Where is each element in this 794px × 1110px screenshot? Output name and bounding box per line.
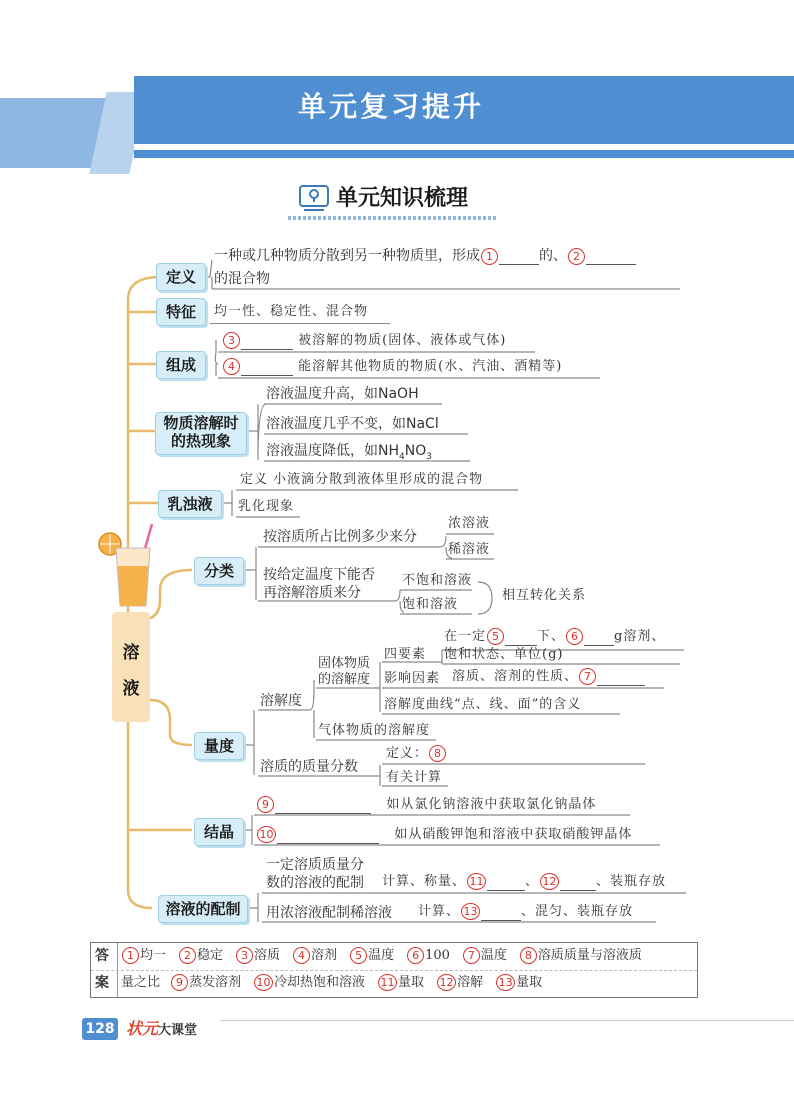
answer-number: 10 bbox=[254, 974, 273, 991]
blank-number: 1 bbox=[481, 248, 498, 265]
heat-row: 溶液温度升高，如NaOH bbox=[266, 386, 419, 402]
prepare-steps-2: 计算、 13 、混匀、装瓶存放 bbox=[418, 904, 634, 919]
node-definition: 定义 bbox=[156, 263, 206, 291]
factor-text: 溶质、溶剂的性质、 7 bbox=[452, 668, 645, 686]
node-composition: 组成 bbox=[156, 351, 206, 379]
answer-label: 案 bbox=[95, 975, 109, 991]
mass-fraction: 溶质的质量分数 bbox=[260, 759, 358, 775]
composition-solute: 3 被溶解的物质(固体、液体或气体) bbox=[222, 332, 506, 350]
unsaturated-solution: 不饱和溶液 bbox=[402, 573, 473, 588]
blank-number: 8 bbox=[429, 745, 446, 762]
classify-by-ratio: 按溶质所占比例多少来分 bbox=[263, 529, 417, 545]
emulsion-definition: 定义 小液滴分散到液体里形成的混合物 bbox=[240, 472, 484, 487]
answer-item bbox=[235, 948, 280, 963]
answer-text: 溶解 bbox=[457, 975, 484, 990]
answer-text: 量取 bbox=[398, 975, 425, 990]
node-preparation: 溶液的配制 bbox=[158, 895, 248, 923]
four-elements-bottom: 饱和状态、单位(g) bbox=[444, 647, 564, 662]
answer-item bbox=[406, 948, 450, 963]
answer-item bbox=[349, 948, 394, 963]
node-heat-phenomenon: 物质溶解时 的热现象 bbox=[155, 412, 247, 455]
answer-text: 100 bbox=[425, 948, 450, 963]
answer-number: 13 bbox=[496, 974, 515, 991]
answer-number: 11 bbox=[378, 974, 397, 991]
answer-text: 溶质 bbox=[254, 948, 281, 963]
node-crystallization: 结晶 bbox=[194, 818, 244, 846]
answer-number: 3 bbox=[236, 947, 253, 964]
root-label: 溶 bbox=[122, 643, 140, 663]
answer-item bbox=[170, 975, 241, 990]
answer-item bbox=[495, 975, 542, 990]
conversion-relation: 相互转化关系 bbox=[502, 588, 587, 603]
solid-solubility: 的溶解度 bbox=[318, 672, 371, 687]
answer-text: 均一 bbox=[140, 948, 167, 963]
blank-number: 2 bbox=[568, 248, 585, 265]
answer-text: 温度 bbox=[368, 948, 395, 963]
answer-number: 4 bbox=[293, 947, 310, 964]
page-title: 单元复习提升 bbox=[297, 90, 484, 123]
node-measure: 量度 bbox=[194, 732, 244, 760]
concentrated-solution: 浓溶液 bbox=[448, 516, 491, 531]
root-node bbox=[112, 612, 150, 722]
influencing-factors: 影响因素 bbox=[384, 671, 441, 686]
answer-item bbox=[253, 975, 365, 990]
heat-row: 溶液温度几乎不变，如NaCl bbox=[266, 416, 439, 432]
blank-number: 6 bbox=[566, 628, 583, 645]
answer-item bbox=[178, 948, 223, 963]
brand-logo: 状元大课堂 bbox=[126, 1019, 198, 1038]
crystal-method-1: 9 如从氯化钠溶液中获取氯化钠晶体 bbox=[256, 796, 596, 814]
answer-item bbox=[121, 948, 166, 963]
blank-number: 10 bbox=[257, 826, 276, 843]
solubility: 溶解度 bbox=[260, 693, 302, 709]
answer-number: 8 bbox=[520, 947, 537, 964]
answer-number: 12 bbox=[437, 974, 456, 991]
blank-number: 5 bbox=[487, 628, 504, 645]
solubility-curve: 溶解度曲线“点、线、面”的含义 bbox=[384, 697, 582, 712]
related-calculation: 有关计算 bbox=[386, 770, 443, 785]
classify-by-saturation: 按给定温度下能否 bbox=[263, 567, 375, 583]
heat-row: 溶液温度降低，如$NH_4NO_3$ bbox=[266, 443, 432, 462]
prepare-method-1: 一定溶质质量分 bbox=[266, 857, 364, 873]
answer-item bbox=[292, 948, 337, 963]
node-emulsion: 乳浊液 bbox=[158, 490, 222, 518]
composition-solvent: 4 能溶解其他物质的物质(水、汽油、酒精等) bbox=[222, 358, 562, 376]
answer-text: 蒸发溶剂 bbox=[189, 975, 242, 990]
answer-text: 溶剂 bbox=[311, 948, 338, 963]
saturated-solution: 饱和溶液 bbox=[402, 597, 459, 612]
prepare-method-2: 用浓溶液配制稀溶液 bbox=[266, 905, 392, 921]
answer-item bbox=[519, 948, 642, 963]
answer-row bbox=[121, 947, 693, 967]
node-classify: 分类 bbox=[194, 557, 244, 585]
mass-fraction-definition: 定义： 8 bbox=[386, 745, 447, 763]
section-title: 单元知识梳理 bbox=[336, 186, 469, 211]
crystal-method-2: 10 如从硝酸钾饱和溶液中获取硝酸钾晶体 bbox=[256, 826, 632, 844]
answer-text: 溶质质量与溶液质 bbox=[537, 948, 642, 963]
answer-item bbox=[462, 948, 507, 963]
emulsion-phenomenon: 乳化现象 bbox=[238, 499, 295, 514]
answer-number: 6 bbox=[407, 947, 424, 964]
answer-number: 9 bbox=[171, 974, 188, 991]
answer-number: 7 bbox=[463, 947, 480, 964]
answer-label: 答 bbox=[95, 948, 109, 964]
blank-number: 11 bbox=[467, 873, 486, 890]
node-feature: 特征 bbox=[156, 298, 206, 326]
prepare-method-1: 数的溶液的配制 bbox=[266, 875, 364, 891]
answer-box bbox=[90, 942, 698, 998]
answer-number: 2 bbox=[179, 947, 196, 964]
definition-line1: 一种或几种物质分散到另一种物质里，形成 1 的、 2 bbox=[214, 247, 636, 265]
blank-number: 9 bbox=[257, 796, 274, 813]
blank-number: 13 bbox=[461, 903, 480, 920]
solid-solubility: 固体物质 bbox=[318, 656, 371, 671]
answer-text: 量之比 bbox=[121, 975, 161, 990]
gas-solubility: 气体物质的溶解度 bbox=[318, 723, 431, 738]
answer-row bbox=[121, 974, 693, 994]
four-elements-top: 在一定 5 下、 6 g溶剂、 bbox=[444, 629, 666, 644]
answer-text: 量取 bbox=[516, 975, 543, 990]
answer-text: 温度 bbox=[480, 948, 507, 963]
answer-number: 1 bbox=[122, 947, 139, 964]
classify-by-saturation: 再溶解溶质来分 bbox=[263, 585, 361, 601]
page-number: 128 bbox=[82, 1018, 118, 1040]
answer-item bbox=[436, 975, 483, 990]
answer-text: 稳定 bbox=[197, 948, 224, 963]
blank-number: 4 bbox=[223, 358, 240, 375]
answer-item bbox=[377, 975, 424, 990]
answer-number: 5 bbox=[350, 947, 367, 964]
four-elements: 四要素 bbox=[384, 647, 427, 662]
blank-number: 12 bbox=[540, 873, 559, 890]
feature-text: 均一性、稳定性、混合物 bbox=[214, 304, 369, 319]
juice-cup-icon bbox=[98, 522, 164, 610]
prepare-steps-1: 计算、称量、 11 、 12 、装瓶存放 bbox=[382, 874, 667, 889]
answer-text: 冷却热饱和溶液 bbox=[274, 975, 366, 990]
blank-number: 7 bbox=[579, 668, 596, 685]
dilute-solution: 稀溶液 bbox=[448, 542, 491, 557]
root-label: 液 bbox=[122, 679, 140, 699]
definition-line2: 的混合物 bbox=[214, 271, 270, 287]
blank-number: 3 bbox=[223, 332, 240, 349]
